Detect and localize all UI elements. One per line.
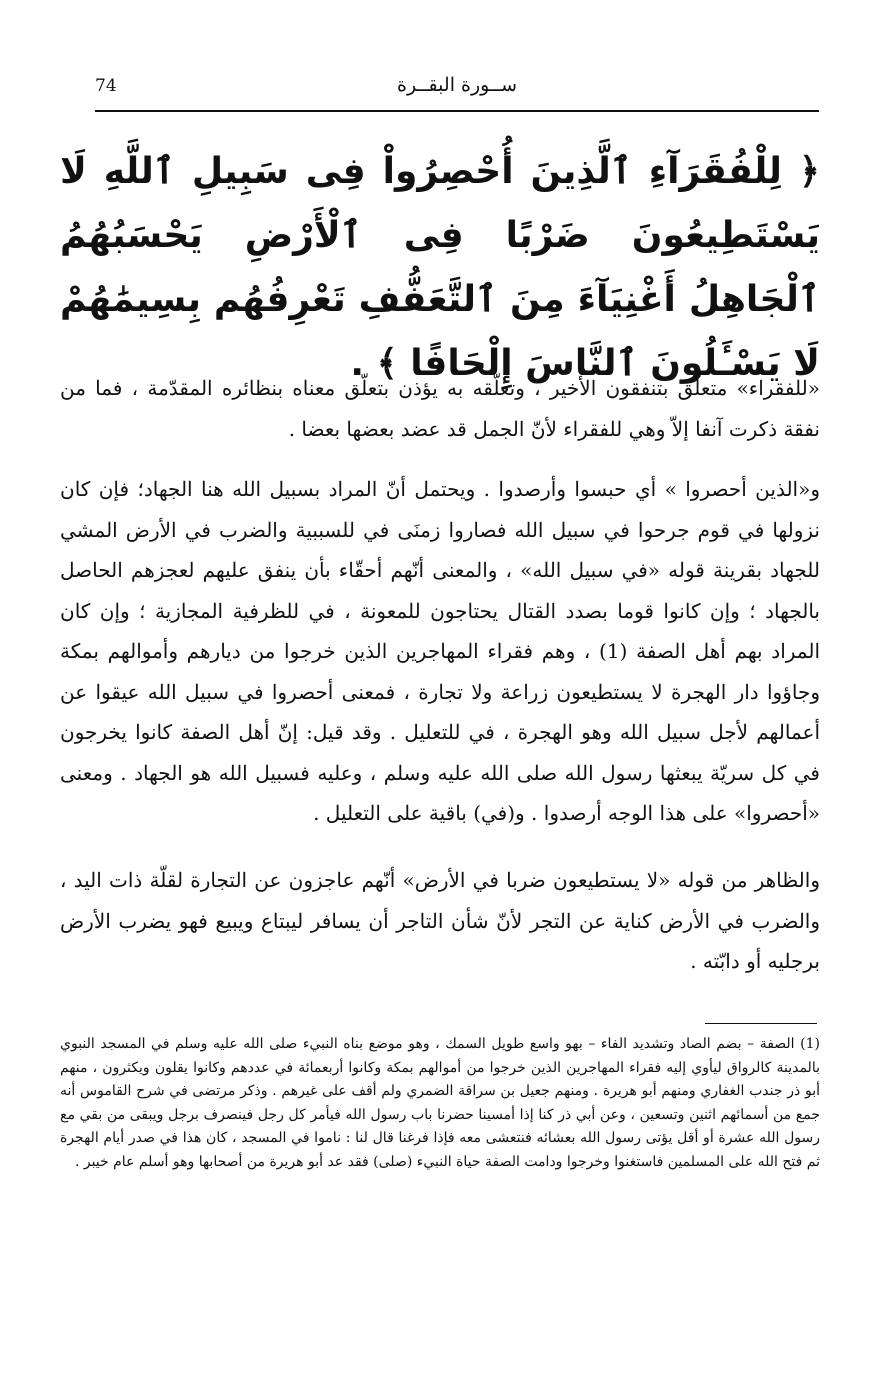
quran-verse: ﴿ لِلْفُقَرَآءِ ٱلَّذِينَ أُحْصِرُواْ فِى سَبِيلِ ٱللَّهِ لَا يَسْتَطِيعُونَ ضَرْبًا فِى ٱلْأَرْضِ يَحْسَبُهُمُ ٱلْجَاهِلُ أَغْنِيَآءَ مِنَ ٱلتَّعَفُّفِ تَعْرِفُهُم بِسِيمَٰهُمْ لَا يَسْـَٔلُونَ ٱلنَّاسَ إِلْحَافًا ﴾ . xyxy=(60,151,820,384)
paragraph-1: «للفقراء» متعلّق بتنفقون الأخير ، وتعلّقه به يؤذن بتعلّق معناه بنظائره المقدّمة ، فما من نفقة ذكرت آنفا إلاّ وهي للفقراء لأنّ الجمل قد عضد بعضها بعضا . xyxy=(60,376,820,441)
footnote-divider xyxy=(705,1023,817,1024)
page-number: 74 xyxy=(95,76,117,96)
running-title: ســورة البقــرة xyxy=(396,74,518,96)
page-header xyxy=(95,68,819,108)
paragraph-2: و«الذين أحصروا » أي حبسوا وأرصدوا . ويحتمل أنّ المراد بسبيل الله هنا الجهاد؛ فإن كان نزولها في قوم جرحوا في سبيل الله فصاروا زمنَى في للسببية والضرب في الأرض المشي للجهاد بقرينة قوله «في سبيل الله» ، والمعنى أنّهم أحقّاء بأن ينفق عليهم لعجزهم الحاصل بالجهاد ؛ وإن كانوا قوما بصدد القتال يحتاجون للمعونة ، في للظرفية المجازية ؛ وإن كان المراد بهم أهل الصفة (1) ، وهم فقراء المهاجرين الذين خرجوا من ديارهم وأموالهم بمكة وجاؤوا دار الهجرة لا يستطيعون زراعة ولا تجارة ، فمعنى أحصروا في سبيل الله عيقوا عن أعمالهم لأجل سبيل الله وهو الهجرة ، في للتعليل . وقد قيل: إنّ أهل الصفة كانوا يخرجون في كل سريّة يبعثها رسول الله صلى الله عليه وسلم ، وعليه فسبيل الله هو الجهاد . ومعنى «أحصروا» على هذا الوجه أرصدوا . و(في) باقية على التعليل . xyxy=(60,477,821,825)
footnote: (1) الصفة – بضم الصاد وتشديد الفاء – بهو واسع طويل السمك ، وهو موضع بناه النبيء صلى الله عليه وسلم في المسجد النبوي بالمدينة كالرواق ليأوي إليه فقراء المهاجرين الذين خرجوا من أموالهم بمكة وكانوا أربعمائة في عددهم وكانوا يقلون ويكثرون ، منهم أبو ذر جندب الغفاري ومنهم أبو هريرة . ومنهم جعيل بن سراقة الضمري ولم أقف على غيرهم . وذكر مرتضى في شرح القاموس أنه جمع من أسمائهم اثنين وتسعين ، وعن أبي ذر كنا إذا أمسينا حضرنا باب رسول الله فيأمر كل رجل فينصرف برجل ويبقى من بقي مع رسول الله عشرة أو أقل يؤتى رسول الله بعشائه فنتعشى معه فإذا فرغنا قال لنا : ناموا في المسجد ، كان هذا في صدر أيام الهجرة ثم فتح الله على المسلمين فاستغنوا وخرجوا ودامت الصفة حياة النبيء (صلى) فقد عد أبو هريرة من أصحابها وهو أسلم عام خيبر . xyxy=(60,1036,820,1170)
header-divider xyxy=(95,110,819,112)
paragraph-3: والظاهر من قوله «لا يستطيعون ضربا في الأرض» أنّهم عاجزون عن التجارة لقلّة ذات اليد ، والضرب في الأرض كناية عن التجر لأنّ شأن التاجر أن يسافر ليبتاع ويبيع فهو يضرب الأرض برجليه أو دابّته . xyxy=(60,868,820,973)
